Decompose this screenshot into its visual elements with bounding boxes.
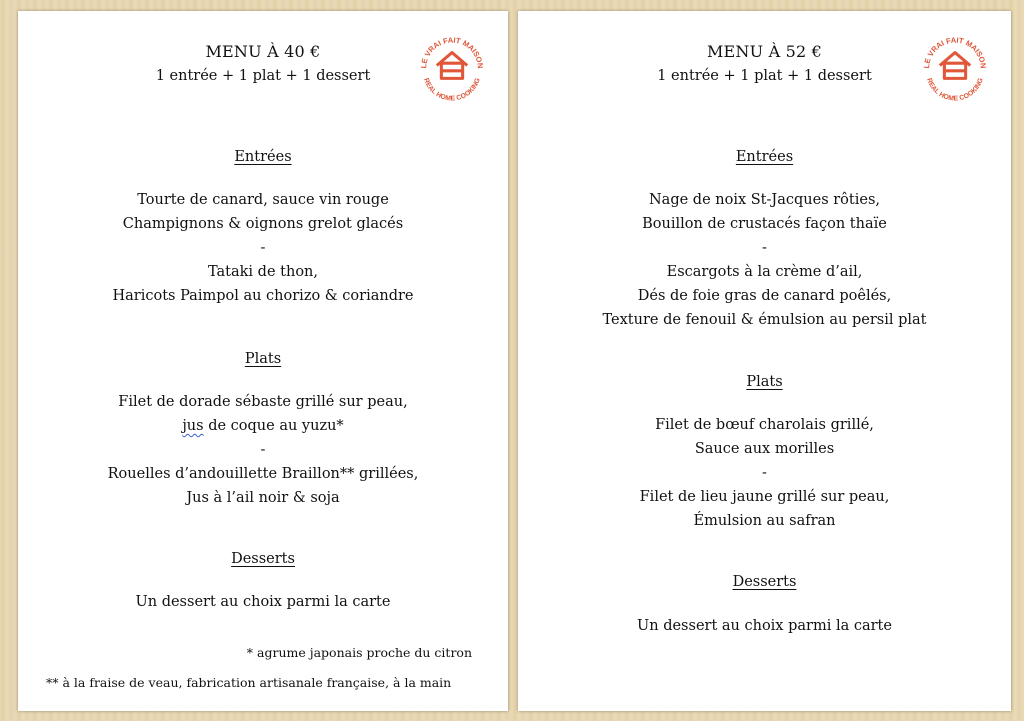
- menu-title: MENU À 40 €: [205, 42, 321, 61]
- desserts-list: [18, 590, 508, 614]
- entrees-heading: Entrées: [234, 149, 292, 165]
- menu-title: MENU À 52 €: [706, 42, 823, 61]
- desserts-list: [518, 614, 1011, 638]
- plats-heading: Plats: [746, 374, 783, 390]
- plat-separator: -: [260, 442, 266, 458]
- dessert-line: Un dessert au choix parmi la carte: [637, 618, 892, 634]
- menu-subtitle: 1 entrée + 1 plat + 1 dessert: [657, 68, 872, 84]
- plats-heading: Plats: [244, 351, 282, 367]
- logo-bottom-text: REAL HOME COOKING: [925, 77, 985, 103]
- menu-subtitle: 1 entrée + 1 plat + 1 dessert: [155, 68, 371, 84]
- plats-list: [518, 413, 1011, 533]
- plat-line: Filet de bœuf charolais grillé,: [655, 417, 874, 433]
- plat-line: Jus à l’ail noir & soja: [186, 490, 340, 506]
- plat-line: [18, 414, 508, 438]
- entree-separator: -: [260, 240, 266, 256]
- plat-line: Sauce aux morilles: [694, 441, 835, 457]
- plats-list: [18, 390, 508, 510]
- entrees-list: [518, 188, 1011, 332]
- entree-line: Texture de fenouil & émulsion au persil plat: [602, 312, 927, 328]
- desserts-heading: Desserts: [732, 574, 797, 590]
- plat-line: Rouelles d’andouillette Braillon** grillées,: [107, 466, 419, 482]
- logo-bottom-text: REAL HOME COOKING: [422, 77, 482, 103]
- footnote-1: * agrume japonais proche du citron: [246, 645, 472, 660]
- plat-separator: -: [762, 465, 767, 481]
- plat-line-rest: de coque au yuzu*: [203, 418, 344, 434]
- entree-line: Bouillon de crustacés façon thaïe: [642, 216, 887, 232]
- plat-line: Filet de dorade sébaste grillé sur peau,: [118, 394, 408, 410]
- desserts-heading: Desserts: [231, 551, 295, 567]
- entrees-heading: Entrées: [735, 149, 794, 165]
- spellcheck-underlined-word: jus: [182, 418, 204, 434]
- menu-page-52: [518, 11, 1011, 711]
- entree-line: Dés de foie gras de canard poêlés,: [637, 288, 892, 304]
- plat-line: Filet de lieu jaune grillé sur peau,: [639, 489, 890, 505]
- plat-line: Émulsion au safran: [693, 513, 836, 529]
- footnote-2: ** à la fraise de veau, fabrication artisanale française, à la main: [46, 675, 452, 690]
- logo-top-text: LE VRAI FAIT MAISON: [419, 35, 485, 69]
- entree-line: Champignons & oignons grelot glacés: [122, 216, 404, 232]
- entree-line: Tataki de thon,: [207, 264, 318, 280]
- entree-separator: -: [762, 240, 767, 256]
- dessert-line: Un dessert au choix parmi la carte: [135, 594, 391, 610]
- entree-line: Nage de noix St-Jacques rôties,: [648, 192, 881, 208]
- entrees-list: [18, 188, 508, 308]
- entree-line: Tourte de canard, sauce vin rouge: [137, 192, 389, 208]
- entree-line: Haricots Paimpol au chorizo & coriandre: [112, 288, 414, 304]
- logo-top-text: LE VRAI FAIT MAISON: [922, 35, 988, 69]
- entree-line: Escargots à la crème d’ail,: [666, 264, 863, 280]
- menu-page-40: [18, 11, 508, 711]
